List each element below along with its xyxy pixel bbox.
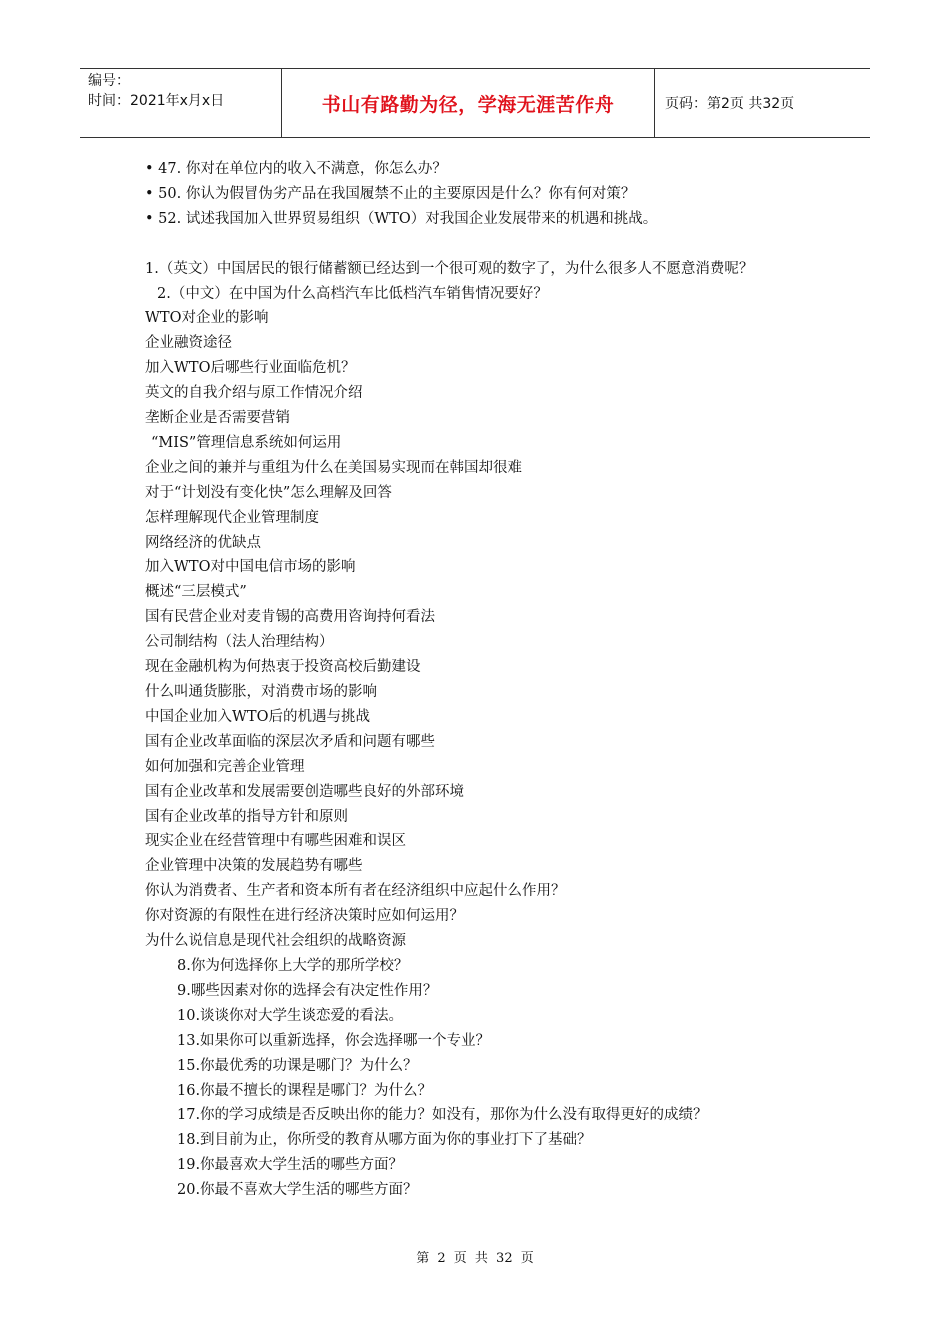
topic-item: 什么叫通货膨胀，对消费市场的影响	[145, 684, 377, 701]
topic-item: 企业之间的兼并与重组为什么在美国易实现而在韩国却很难	[145, 459, 522, 476]
numbered-question: 10.谈谈你对大学生谈恋爱的看法。	[177, 1007, 404, 1024]
numbered-question: 17.你的学习成绩是否反映出你的能力？如没有，那你为什么没有取得更好的成绩？	[177, 1107, 708, 1124]
numbered-question: 9.哪些因素对你的选择会有决定性作用？	[177, 982, 438, 999]
header-page-cell	[655, 69, 870, 137]
topic-item: 企业管理中决策的发展趋势有哪些	[145, 858, 363, 875]
bullet-item: • 47. 你对在单位内的收入不满意，你怎么办？	[145, 161, 447, 177]
numbered-question: 8.你为何选择你上大学的那所学校？	[177, 957, 409, 974]
time-label: 时间：2021年x月x日	[88, 93, 225, 109]
numbered-question: 19.你最喜欢大学生活的哪些方面？	[177, 1157, 404, 1174]
spacer	[145, 232, 835, 257]
topic-item: 现在金融机构为何热衷于投资高校后勤建设	[145, 659, 421, 676]
header-motto-cell	[282, 69, 655, 137]
bullet-item: • 50. 你认为假冒伪劣产品在我国履禁不止的主要原因是什么？你有何对策？	[145, 185, 636, 202]
document-header	[80, 68, 870, 138]
topic-item: 垄断企业是否需要营销	[145, 410, 290, 427]
numbered-question: 18.到目前为止，你所受的教育从哪方面为你的事业打下了基础？	[177, 1132, 592, 1149]
motto-text: 书山有路勤为径，学海无涯苦作舟	[321, 93, 615, 116]
numbered-question: 13.如果你可以重新选择，你会选择哪一个专业？	[177, 1032, 491, 1049]
topic-item: 加入WTO对中国电信市场的影响	[145, 559, 356, 576]
header-meta-cell	[80, 69, 282, 137]
topic-item: 企业融资途径	[145, 335, 232, 352]
topic-item: 对于“计划没有变化快”怎么理解及回答	[145, 484, 392, 501]
page-footer: 第 2 页 共 32 页	[416, 1251, 534, 1266]
topic-item: 概述“三层模式”	[145, 584, 247, 601]
page-info: 页码：第2页 共32页	[665, 96, 795, 112]
topic-item: 怎样理解现代企业管理制度	[145, 509, 319, 526]
topic-item: 为什么说信息是现代社会组织的战略资源	[145, 933, 406, 950]
numbered-question: 16.你最不擅长的课程是哪门？为什么？	[177, 1082, 433, 1099]
question-chinese: 2.（中文）在中国为什么高档汽车比低档汽车销售情况要好？	[157, 285, 548, 302]
topic-item: 国有民营企业对麦肯锡的高费用咨询持何看法	[145, 609, 435, 626]
topic-item: 公司制结构（法人治理结构）	[145, 634, 334, 651]
bullet-item: • 52. 试述我国加入世界贸易组织（WTO）对我国企业发展带来的机遇和挑战。	[145, 210, 658, 227]
number-label: 编号：	[88, 73, 130, 89]
topic-item: 如何加强和完善企业管理	[145, 758, 305, 775]
numbered-question: 20.你最不喜欢大学生活的哪些方面？	[177, 1182, 418, 1199]
topic-item: 中国企业加入WTO后的机遇与挑战	[145, 708, 370, 725]
question-english: 1.（英文）中国居民的银行储蓄额已经达到一个很可观的数字了，为什么很多人不愿意消费呢？	[145, 260, 754, 277]
topic-item: 国有企业改革的指导方针和原则	[145, 808, 348, 825]
document-body	[145, 157, 835, 1203]
topic-item: 国有企业改革和发展需要创造哪些良好的外部环境	[145, 783, 464, 800]
topic-item: 加入WTO后哪些行业面临危机？	[145, 360, 356, 377]
topic-item: “MIS”管理信息系统如何运用	[151, 434, 342, 451]
numbered-question: 15.你最优秀的功课是哪门？为什么？	[177, 1057, 418, 1074]
topic-item: 你对资源的有限性在进行经济决策时应如何运用？	[145, 908, 464, 925]
topic-item: WTO对企业的影响	[145, 310, 269, 327]
topic-item: 国有企业改革面临的深层次矛盾和问题有哪些	[145, 733, 435, 750]
topic-item: 你认为消费者、生产者和资本所有者在经济组织中应起什么作用？	[145, 883, 566, 900]
topic-item: 网络经济的优缺点	[145, 534, 261, 551]
topic-item: 现实企业在经营管理中有哪些困难和误区	[145, 833, 406, 850]
topic-item: 英文的自我介绍与原工作情况介绍	[145, 385, 363, 402]
